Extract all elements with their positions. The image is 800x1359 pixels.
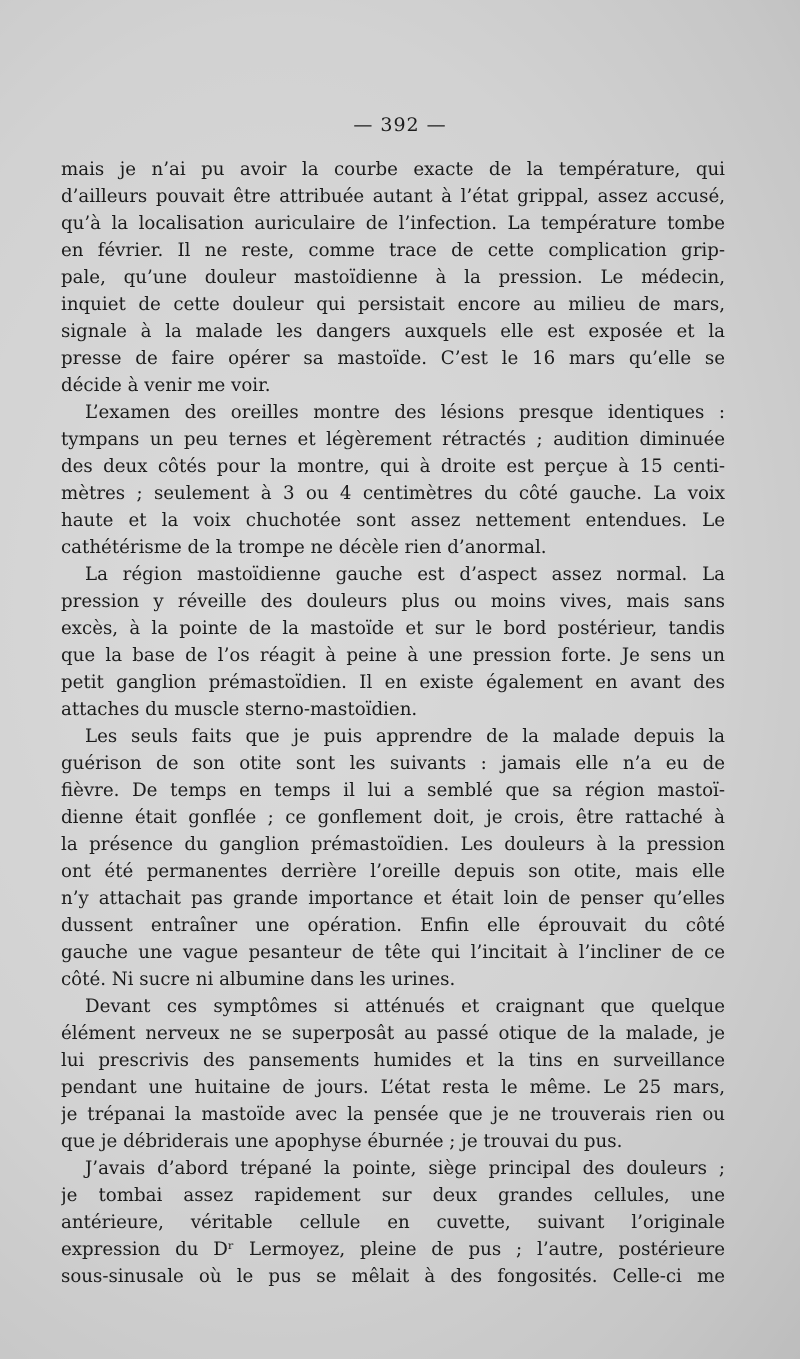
text-line: cathétérisme de la trompe ne décèle rien d’anormal. [61,537,547,558]
text-line: haute et la voix chuchotée sont assez nettement entendues. Le [61,510,725,531]
text-line: la présence du ganglion prémastoïdien. Les douleurs à la pression [61,834,725,855]
text-line: pendant une huitaine de jours. L’état resta le même. Le 25 mars, [61,1077,725,1098]
text-line: fièvre. De temps en temps il lui a semblé que sa région mastoï- [61,780,725,801]
text-line: sous-sinusale où le pus se mêlait à des fongosités. Celle-ci me [61,1266,725,1287]
body-text [61,156,725,1290]
text-line: petit ganglion prémastoïdien. Il en existe également en avant des [61,672,725,693]
text-line: La région mastoïdienne gauche est d’aspect assez normal. La [85,564,725,585]
text-line: que je débriderais une apophyse éburnée ; je trouvai du pus. [61,1131,623,1152]
text-line: Devant ces symptômes si atténués et craignant que quelque [85,996,725,1017]
text-line: pression y réveille des douleurs plus ou moins vives, mais sans [61,591,725,612]
text-line: J’avais d’abord trépané la pointe, siège principal des douleurs ; [85,1158,725,1179]
page-number: — 392 — [353,114,447,136]
text-line: gauche une vague pesanteur de tête qui l’incitait à l’incliner de ce [61,942,725,963]
text-line: antérieure, véritable cellule en cuvette, suivant l’originale [61,1212,725,1233]
text-line: élément nerveux ne se superposât au passé otique de la malade, je [61,1023,725,1044]
text-line: je trépanai la mastoïde avec la pensée que je ne trouverais rien ou [61,1104,725,1125]
text-line: mais je n’ai pu avoir la courbe exacte de la température, qui [61,159,725,180]
text-line: que la base de l’os réagit à peine à une pression forte. Je sens un [61,645,725,666]
text-line: excès, à la pointe de la mastoïde et sur le bord postérieur, tandis [61,618,725,639]
text-line: guérison de son otite sont les suivants : jamais elle n’a eu de [61,753,725,774]
text-line: signale à la malade les dangers auxquels elle est exposée et la [61,321,725,342]
text-line: lui prescrivis des pansements humides et la tins en surveillance [61,1050,725,1071]
text-line: tympans un peu ternes et légèrement rétractés ; audition diminuée [61,429,725,450]
text-line: je tombai assez rapidement sur deux grandes cellules, une [61,1185,725,1206]
text-line: presse de faire opérer sa mastoïde. C’est le 16 mars qu’elle se [61,348,725,369]
text-line: dienne était gonflée ; ce gonflement doit, je crois, être rattaché à [61,807,725,828]
text-line: inquiet de cette douleur qui persistait encore au milieu de mars, [61,294,725,315]
text-line: pale, qu’une douleur mastoïdienne à la pression. Le médecin, [61,267,725,288]
text-line: des deux côtés pour la montre, qui à droite est perçue à 15 centi- [61,456,725,477]
text-line: décide à venir me voir. [61,375,271,396]
text-line: n’y attachait pas grande importance et était loin de penser qu’elles [61,888,725,909]
text-line: attaches du muscle sterno-mastoïdien. [61,699,418,720]
text-line: expression du Dʳ Lermoyez, pleine de pus ; l’autre, postérieure [61,1239,725,1260]
text-line: Les seuls faits que je puis apprendre de la malade depuis la [85,726,725,747]
text-line: qu’à la localisation auriculaire de l’infection. La température tombe [61,213,725,234]
text-line: côté. Ni sucre ni albumine dans les urines. [61,969,456,990]
text-line: dussent entraîner une opération. Enfin elle éprouvait du côté [61,915,725,936]
text-line: d’ailleurs pouvait être attribuée autant à l’état grippal, assez accusé, [61,186,725,207]
text-line: mètres ; seulement à 3 ou 4 centimètres du côté gauche. La voix [61,483,725,504]
text-line: en février. Il ne reste, comme trace de cette complication grip- [61,240,725,261]
text-line: L’examen des oreilles montre des lésions presque identiques : [85,402,725,423]
text-line: ont été permanentes derrière l’oreille depuis son otite, mais elle [61,861,725,882]
